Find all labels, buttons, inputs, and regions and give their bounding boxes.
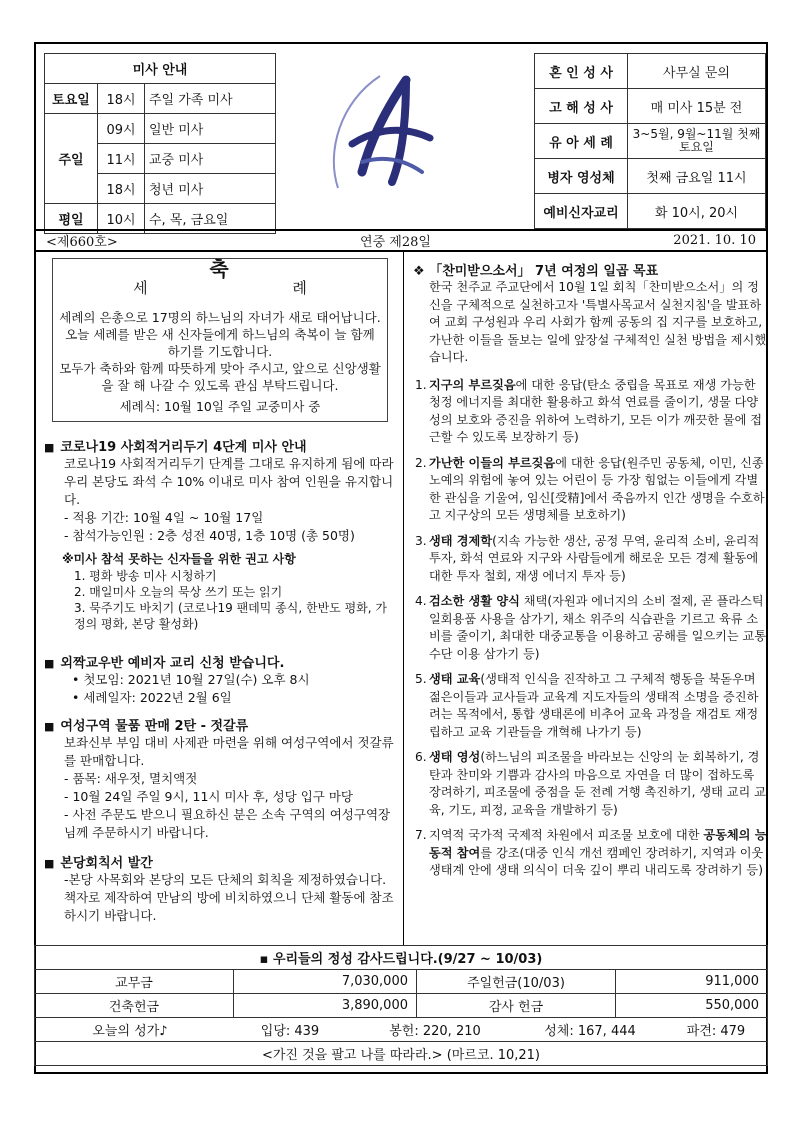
sale-item: - 사전 주문도 받으니 필요하신 분은 소속 구역의 여성구역장님께 주문하시기 바랍니다. [64,807,391,840]
sale-body: 보좌신부 부임 대비 사제관 마련을 위해 여성구역에서 젓갈류를 판매합니다. [64,735,394,768]
corona-note [44,551,396,568]
goal-text: 에 대한 응답(원주민 공동체, 이민, 신종 노예의 위험에 놓여 있는 어린이 등 가장 힘없는 이들에게 각별한 관심을 기울여, 임신[受精]에서 죽음까지 인간 생명을 수호하고 지구상의 모든 생명체를 보호하기) [429,455,765,522]
sale-item: - 품목: 새우젓, 멸치액젓 [64,771,198,786]
column-divider [403,252,404,946]
baptism-body: 세례의 은총으로 17명의 하느님의 자녀가 새로 태어납니다. 오늘 세례를 받은 새 신자들에게 하느님의 축복이 늘 함께 하기를 기도합니다. [59,310,381,359]
catechism-title: 외짝교우반 예비자 교리 신청 받습니다. [60,656,285,671]
catechism-item-text: 첫모임: 2021년 10월 27일(수) 오후 8시 [83,672,310,687]
goal-item [413,671,768,741]
offering-amount: 911,000 [616,970,768,994]
note-item: 1. 평화 방송 미사 시청하기 [74,569,217,583]
mass-time: 11시 [98,144,145,174]
issue-bar [34,229,768,252]
issue-number: <제660호> [46,235,118,250]
goal-head: 지구의 부르짖음 [429,377,516,392]
baptism-box [52,258,388,422]
sacrament-value: 첫째 금요일 11시 [628,159,766,194]
sacrament-label: 고 해 성 사 [535,89,628,124]
mass-guide-title: 미사 안내 [45,54,276,84]
goal-number: 3. [415,533,427,548]
mass-time: 09시 [98,114,145,144]
hymn-communion: 성체: 167, 444 [544,1024,636,1039]
mass-desc: 일반 미사 [145,114,276,144]
goal-head: 검소한 생활 양식 [429,594,520,608]
sale-title-row [44,715,396,734]
baptism-date: 세례식: 10월 10일 주일 교중미사 중 [119,399,321,414]
goal-number: 2. [415,455,427,470]
mass-desc: 청년 미사 [145,174,276,204]
goal-number: 7. [415,828,427,842]
offerings-title-row [35,946,768,970]
offering-label: 교무금 [35,970,234,994]
parish-logo [322,62,440,194]
catechism-item-text: 세례일자: 2022년 2월 6일 [83,690,232,705]
goal-item [413,827,768,880]
goal-head: 생태 교육 [429,672,481,686]
catechism-item: • 세례일자: 2022년 2월 6일 [72,690,232,705]
sacrament-value: 화 10시, 20시 [628,194,766,229]
offering-amount: 7,030,000 [234,970,417,994]
goal-text: (지속 가능한 생산, 공정 무역, 윤리적 소비, 윤리적 투자, 화석 연료와 지구와 사람들에게 해로운 모든 경제 활동에 대한 투자 철회, 재생 에너지 투자 등) [429,533,760,583]
sacrament-label: 유 아 세 례 [535,124,628,159]
sacrament-table [534,53,766,229]
mass-day: 토요일 [45,84,98,114]
square-bullet-icon: ■ [44,441,55,454]
note-item: 2. 매일미사 오늘의 묵상 쓰기 또는 읽기 [74,585,283,599]
mass-time: 10시 [98,204,145,234]
sacrament-value: 매 미사 15분 전 [628,89,766,124]
square-bullet-icon: ▪ [259,952,273,967]
laudato-title: 「찬미받으소서」 7년 여정의 일곱 목표 [429,264,659,279]
mass-time: 18시 [98,174,145,204]
goal-pretext: 지역적 국가적 국제적 차원에서 피조물 보호에 대한 [429,828,704,842]
bible-verse: <가진 것을 팔고 나를 따라라.> (마르코. 10,21) [35,1042,768,1066]
mass-desc: 주일 가족 미사 [145,84,276,114]
mass-time: 18시 [98,84,145,114]
hymn-entrance: 입당: 439 [260,1024,320,1039]
offering-amount: 550,000 [616,994,768,1018]
goal-number: 5. [415,672,427,686]
goal-head: 가난한 이들의 부르짖음 [429,455,556,470]
goal-number: 1. [415,377,427,392]
note-item: 3. 묵주기도 바치기 (코로나19 팬데믹 종식, 한반도 평화, 가정의 평화, 본당 활성화) [74,601,387,631]
square-bullet-icon: ■ [44,720,55,733]
baptism-body2: 모두가 축하와 함께 따뜻하게 맞아 주시고, 앞으로 신앙생활을 잘 해 나갈 수 있도록 관심 부탁드립니다. [59,361,381,393]
offering-label: 주일헌금(10/03) [417,970,616,994]
mass-guide-table [44,53,276,234]
right-column [413,260,768,888]
sacrament-value: 3~5월, 9월~11월 첫째 토요일 [628,124,766,159]
mass-day: 평일 [45,204,98,234]
goal-text: 를 강조(대중 인식 개선 캠페인 장려하기, 지역과 이웃 생태계 안에 생태 의식이 더욱 깊이 뿌리 내리도록 장려하기 등) [429,845,764,877]
goal-number: 6. [415,750,427,764]
corona-body: 코로나19 사회적거리두기 단계를 그대로 유지하게 됨에 따라 우리 본당도 좌석 수 10% 이내로 미사 참여 인원을 유지합니다. [64,456,394,507]
sacrament-value: 사무실 문의 [628,54,766,89]
catechism-item: • 첫모임: 2021년 10월 27일(수) 오후 8시 [72,672,310,687]
offering-label: 감사 헌금 [417,994,616,1018]
sacrament-label: 병자 영성체 [535,159,628,194]
square-bullet-icon: ■ [44,657,55,670]
hymn-recessional: 파견: 479 [686,1024,746,1039]
corona-title: 코로나19 사회적거리두기 4단계 미사 안내 [60,440,307,455]
goal-item [413,533,768,586]
issue-date: 2021. 10. 10 [673,233,756,248]
offerings-title: 우리들의 정성 감사드립니다.(9/27 ~ 10/03) [273,952,543,967]
minutes-body: -본당 사목회와 본당의 모든 단체의 회칙을 제정하였습니다. 책자로 제작하여 만남의 방에 비치하였으니 단체 활동에 참조하시기 바랍니다. [64,872,394,923]
laudato-title-row [413,260,768,279]
sale-title: 여성구역 물품 판매 2탄 - 젓갈류 [60,719,249,734]
hymn-label: 오늘의 성가♪ [92,1024,168,1039]
note-title: ※미사 참석 못하는 신자들을 위한 권고 사항 [62,552,296,566]
goal-item [413,455,768,525]
goal-item [413,377,768,447]
sacrament-label: 예비신자교리 [535,194,628,229]
baptism-subheading: 세 례 [133,279,377,297]
goal-item [413,593,768,663]
offering-amount: 3,890,000 [234,994,417,1018]
goal-text: (하느님의 피조물을 바라보는 신앙의 눈 회복하기, 경탄과 찬미와 기쁨과 감사의 마음으로 자연을 더 많이 접하도록 장려하기, 피조물에 중점을 둔 전례 거행 촉진하기, 생태 교리 교육, 기도, 피정, 교육을 개발하기 등) [429,750,766,817]
goal-number: 4. [415,594,427,608]
diamond-bullet-icon: ❖ [413,264,430,279]
corona-capacity: - 참석가능인원 : 2층 성전 40명, 1층 10명 (총 50명) [64,528,355,543]
corona-period: - 적용 기간: 10월 4일 ~ 10월 17일 [64,510,264,525]
sale-item: - 10월 24일 주일 9시, 11시 미사 후, 성당 입구 마당 [64,789,353,804]
catechism-title-row [44,652,396,671]
goal-text: 채택(자원과 에너지의 소비 절제, 곧 플라스틱 일회용품 사용을 삼가기, 채소 위주의 식습관을 기르고 육류 소비를 줄이기, 최대한 대중교통을 이용하고 공해를 일으키는 교통수단 이용 삼가기 등) [429,594,767,661]
parish-logo-mark [322,62,440,194]
baptism-heading: 축 [209,257,231,281]
square-bullet-icon: ■ [44,857,55,870]
mass-desc: 수, 목, 금요일 [145,204,276,234]
left-column [44,258,396,925]
laudato-intro: 한국 천주교 주교단에서 10월 1일 회칙「찬미받으소서」의 정신을 구체적으로 실천하고자 '특별사목교서 실천지침'을 발표하여 교회 구성원과 우리 사회가 함께 공동의 집 지구를 보호하고, 가난한 이들을 돌보는 일에 앞장설 구체적인 실천 방법을 제시했습니다. [429,280,767,364]
goal-head: 생태 영성 [429,750,481,764]
mass-day: 주일 [45,114,98,204]
hymn-offertory: 봉헌: 220, 210 [389,1024,481,1039]
offerings-table [34,945,768,1066]
minutes-title-row [44,852,396,871]
goal-text: (생태적 인식을 진작하고 그 구체적 행동을 북돋우며 젊은이들과 교사들과 교육계 지도자들의 생태적 소명을 증진하려는 목적에서, 통합 생태론에 비추어 교육 과정을 재검토 재정립하고 교육 기관들을 개혁해 나가기 등) [429,672,759,739]
goal-text: 에 대한 응답(탄소 중립을 목표로 재생 가능한 청정 에너지를 최대한 활용하고 화석 연료를 줄이기, 생물 다양성의 보호와 증진을 위하여 노력하기, 모든 이가 깨끗한 물에 접근할 수 있도록 보장하기 등) [429,377,763,444]
goal-item [413,749,768,819]
minutes-title: 본당회칙서 발간 [60,856,153,871]
goal-head: 생태 경제학 [429,533,493,548]
mass-desc: 교중 미사 [145,144,276,174]
goal-head: 공동체의 능동적 참여 [429,828,767,860]
liturgical-week: 연중 제28일 [360,235,431,250]
corona-title-row [44,436,396,455]
hymn-row [35,1018,768,1042]
offering-label: 건축헌금 [35,994,234,1018]
sacrament-label: 혼 인 성 사 [535,54,628,89]
